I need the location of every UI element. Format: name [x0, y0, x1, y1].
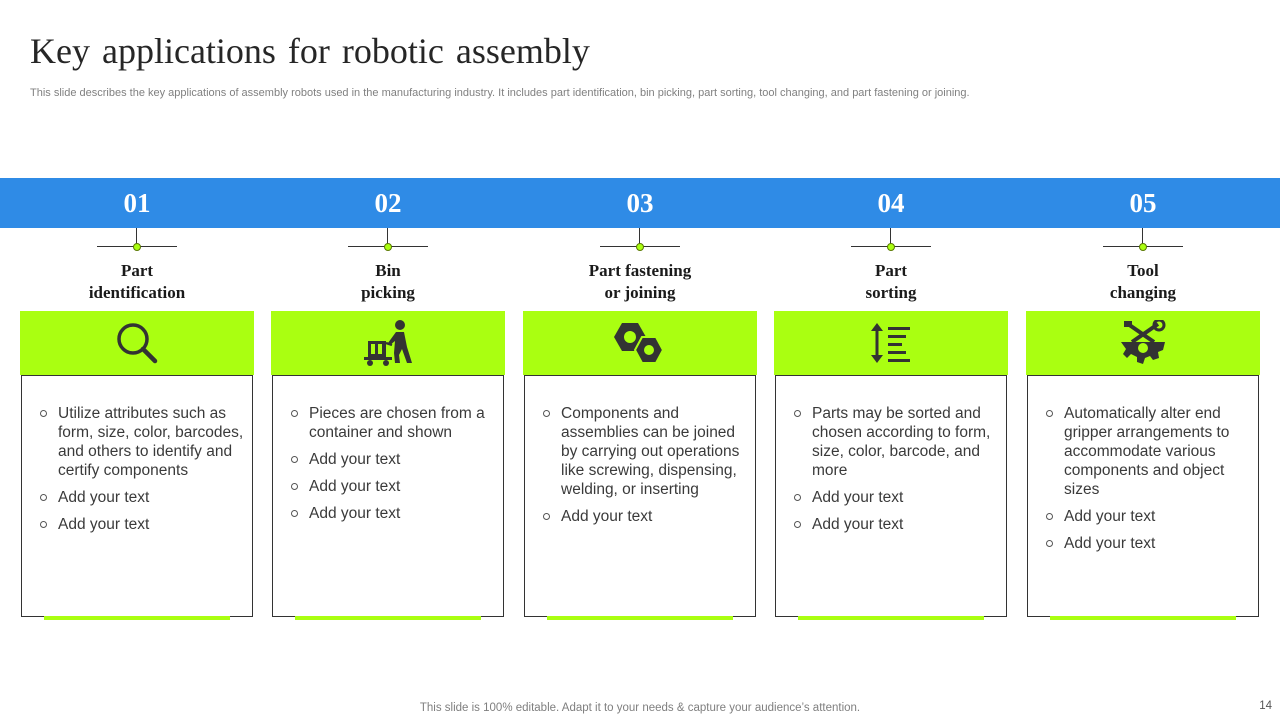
icon-box [1026, 311, 1260, 375]
card-accent-line [295, 616, 481, 620]
bullet-card [1027, 375, 1259, 617]
bullet-item: Add your text [794, 488, 998, 507]
bullet-item: Parts may be sorted and chosen according to form, size, color, barcode, and more [794, 404, 998, 480]
sort-list-icon [869, 321, 913, 365]
slide-footer: This slide is 100% editable. Adapt it to your needs & capture your audience’s attention. [419, 702, 861, 714]
step-number: 01 [123, 188, 151, 218]
step-number: 03 [626, 188, 654, 218]
connector-dot [384, 243, 392, 251]
bullet-item: Add your text [291, 504, 495, 523]
bullet-item: Add your text [1046, 507, 1250, 526]
bullet-card [775, 375, 1007, 617]
heading-line-2: identification [88, 283, 186, 302]
connector-dot [1139, 243, 1147, 251]
hex-nuts-icon [612, 319, 668, 367]
bullet-list [22, 376, 252, 534]
bullet-item: Add your text [543, 507, 747, 526]
bullet-card [21, 375, 253, 617]
card-accent-line [798, 616, 984, 620]
bullet-item: Utilize attributes such as form, size, color, barcodes, and others to identify and certify components [40, 404, 244, 480]
page-number: 14 [1259, 700, 1272, 712]
bullet-list [1028, 376, 1258, 553]
card-accent-line [1050, 616, 1236, 620]
bullet-item: Add your text [1046, 534, 1250, 553]
bullet-item: Add your text [291, 450, 495, 469]
connector-dot [133, 243, 141, 251]
bullet-card [272, 375, 504, 617]
heading-line-2: changing [1109, 283, 1177, 302]
column-heading [774, 260, 1008, 304]
bullet-item: Pieces are chosen from a container and shown [291, 404, 495, 442]
tools-gear-icon [1118, 320, 1168, 366]
card-accent-line [547, 616, 733, 620]
heading-line-2: or joining [604, 283, 676, 302]
bullet-item: Add your text [40, 488, 244, 507]
heading-line-1: Bin [375, 261, 401, 280]
icon-box [20, 311, 254, 375]
bullet-card [524, 375, 756, 617]
slide-title: Key applications for robotic assembly [30, 31, 590, 71]
magnifier-icon [114, 320, 160, 366]
icon-box [271, 311, 505, 375]
column-heading [1026, 260, 1260, 304]
heading-line-1: Part [874, 261, 908, 280]
heading-line-1: Part fastening [588, 261, 692, 280]
card-accent-line [44, 616, 230, 620]
connector-dot [887, 243, 895, 251]
bullet-list [525, 376, 755, 526]
heading-line-2: picking [361, 283, 415, 302]
slide-subtitle: This slide describes the key applications of assembly robots used in the manufacturing industry. It includes part identification, bin picking, part sorting, tool changing, and part fastening or joining. [30, 87, 970, 99]
step-number: 02 [374, 188, 402, 218]
step-number: 04 [877, 188, 905, 218]
bullet-list [776, 376, 1006, 534]
column-heading [523, 260, 757, 304]
bullet-item: Add your text [40, 515, 244, 534]
heading-line-1: Tool [1127, 261, 1159, 280]
bullet-list [273, 376, 503, 523]
icon-box [523, 311, 757, 375]
person-cart-icon [362, 319, 414, 367]
column-heading [271, 260, 505, 304]
icon-box [774, 311, 1008, 375]
bullet-item: Add your text [794, 515, 998, 534]
heading-line-1: Part [120, 261, 154, 280]
column-heading [20, 260, 254, 304]
bullet-item: Automatically alter end gripper arrangements to accommodate various components and object sizes [1046, 404, 1250, 499]
step-number: 05 [1129, 188, 1157, 218]
bullet-item: Components and assemblies can be joined by carrying out operations like screwing, dispensing, welding, or inserting [543, 404, 747, 499]
heading-line-2: sorting [865, 283, 917, 302]
bullet-item: Add your text [291, 477, 495, 496]
connector-dot [636, 243, 644, 251]
